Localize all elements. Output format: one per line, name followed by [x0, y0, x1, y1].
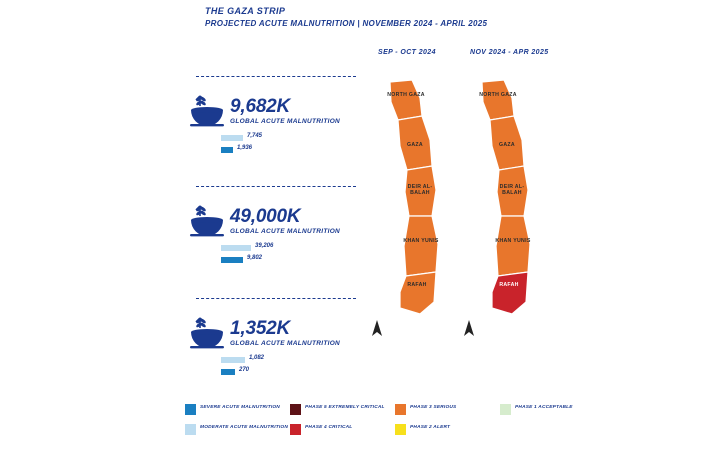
map-header-left: SEP - OCT 2024	[378, 49, 436, 56]
legend-swatch	[185, 404, 196, 415]
legend-swatch	[185, 424, 196, 435]
map-region-label: KHAN YUNIS	[403, 238, 439, 244]
legend-label: PHASE 1 ACCEPTABLE	[515, 405, 573, 410]
legend-item	[395, 424, 500, 435]
map-region-label: DEIR AL-BALAH	[499, 184, 525, 196]
stat-label: GLOBAL ACUTE MALNUTRITION	[230, 118, 341, 125]
legend-label: PHASE 2 ALERT	[410, 425, 451, 430]
bar-fill	[221, 369, 235, 375]
stat-value: 49,000K	[230, 206, 301, 227]
legend-item	[395, 404, 500, 415]
stat-label: GLOBAL ACUTE MALNUTRITION	[230, 228, 341, 235]
page-title: THE GAZA STRIP	[205, 6, 286, 16]
bar-value: 1,936	[237, 145, 253, 151]
legend-column	[500, 404, 605, 435]
stat-value: 1,352K	[230, 318, 291, 339]
bar-row	[221, 242, 361, 254]
legend-column	[185, 404, 290, 435]
legend-item	[500, 404, 605, 415]
legend-item	[290, 404, 395, 415]
legend-label: PHASE 3 SERIOUS	[410, 405, 457, 410]
legend	[185, 404, 605, 435]
map-region-label: KHAN YUNIS	[495, 238, 531, 244]
legend-swatch	[395, 424, 406, 435]
region-rafah	[400, 272, 436, 314]
legend-label: MODERATE ACUTE MALNUTRITION	[200, 425, 289, 430]
legend-item	[185, 404, 290, 415]
map-header-right: NOV 2024 - APR 2025	[470, 49, 549, 56]
bowl-wheat-icon	[188, 316, 226, 350]
bar-row	[221, 132, 361, 144]
bar-row	[221, 144, 361, 156]
region-rafah	[492, 272, 528, 314]
legend-label: SEVERE ACUTE MALNUTRITION	[200, 405, 280, 410]
legend-label: PHASE 4 CRITICAL	[305, 425, 353, 430]
legend-swatch	[290, 424, 301, 435]
map-region-label: DEIR AL-BALAH	[407, 184, 433, 196]
legend-item	[290, 424, 395, 435]
divider	[196, 76, 356, 77]
legend-column	[395, 404, 500, 435]
page-subtitle: PROJECTED ACUTE MALNUTRITION | NOVEMBER 2024 - APRIL 2025	[205, 19, 488, 28]
bar-row	[221, 354, 361, 366]
region-north-gaza	[390, 80, 422, 120]
map-sep-oct-2024	[360, 58, 465, 353]
map-region-label: RAFAH	[407, 282, 427, 288]
legend-item	[185, 424, 290, 435]
region-north-gaza	[482, 80, 514, 120]
bowl-wheat-icon	[188, 94, 226, 128]
region-khan-yunis	[404, 216, 438, 276]
stat-bars	[221, 354, 361, 378]
bar-value: 39,206	[255, 243, 274, 249]
bar-fill	[221, 135, 243, 141]
bar-row	[221, 254, 361, 266]
divider	[196, 186, 356, 187]
bowl-wheat-icon	[188, 204, 226, 238]
map-region-label: GAZA	[499, 142, 515, 148]
stat-bars	[221, 132, 361, 156]
legend-label: PHASE 5 EXTREMELY CRITICAL	[305, 405, 385, 410]
stat-bars	[221, 242, 361, 266]
compass-icon	[370, 320, 384, 340]
bar-value: 1,082	[249, 355, 265, 361]
stat-label: GLOBAL ACUTE MALNUTRITION	[230, 340, 341, 347]
bar-fill	[221, 257, 243, 263]
compass-icon	[462, 320, 476, 340]
bar-fill	[221, 357, 245, 363]
legend-column	[290, 404, 395, 435]
divider	[196, 298, 356, 299]
legend-swatch	[500, 404, 511, 415]
map-region-label: NORTH GAZA	[479, 92, 517, 98]
stat-value: 9,682K	[230, 96, 291, 117]
map-nov-2024-apr-2025	[452, 58, 557, 353]
legend-swatch	[290, 404, 301, 415]
map-region-label: NORTH GAZA	[387, 92, 425, 98]
bar-row	[221, 366, 361, 378]
bar-value: 7,745	[247, 133, 263, 139]
map-region-label: RAFAH	[499, 282, 519, 288]
bar-fill	[221, 147, 233, 153]
bar-value: 9,802	[247, 255, 263, 261]
legend-swatch	[395, 404, 406, 415]
header	[205, 6, 487, 28]
map-region-label: GAZA	[407, 142, 423, 148]
bar-value: 270	[239, 367, 250, 373]
bar-fill	[221, 245, 251, 251]
region-khan-yunis	[496, 216, 530, 276]
